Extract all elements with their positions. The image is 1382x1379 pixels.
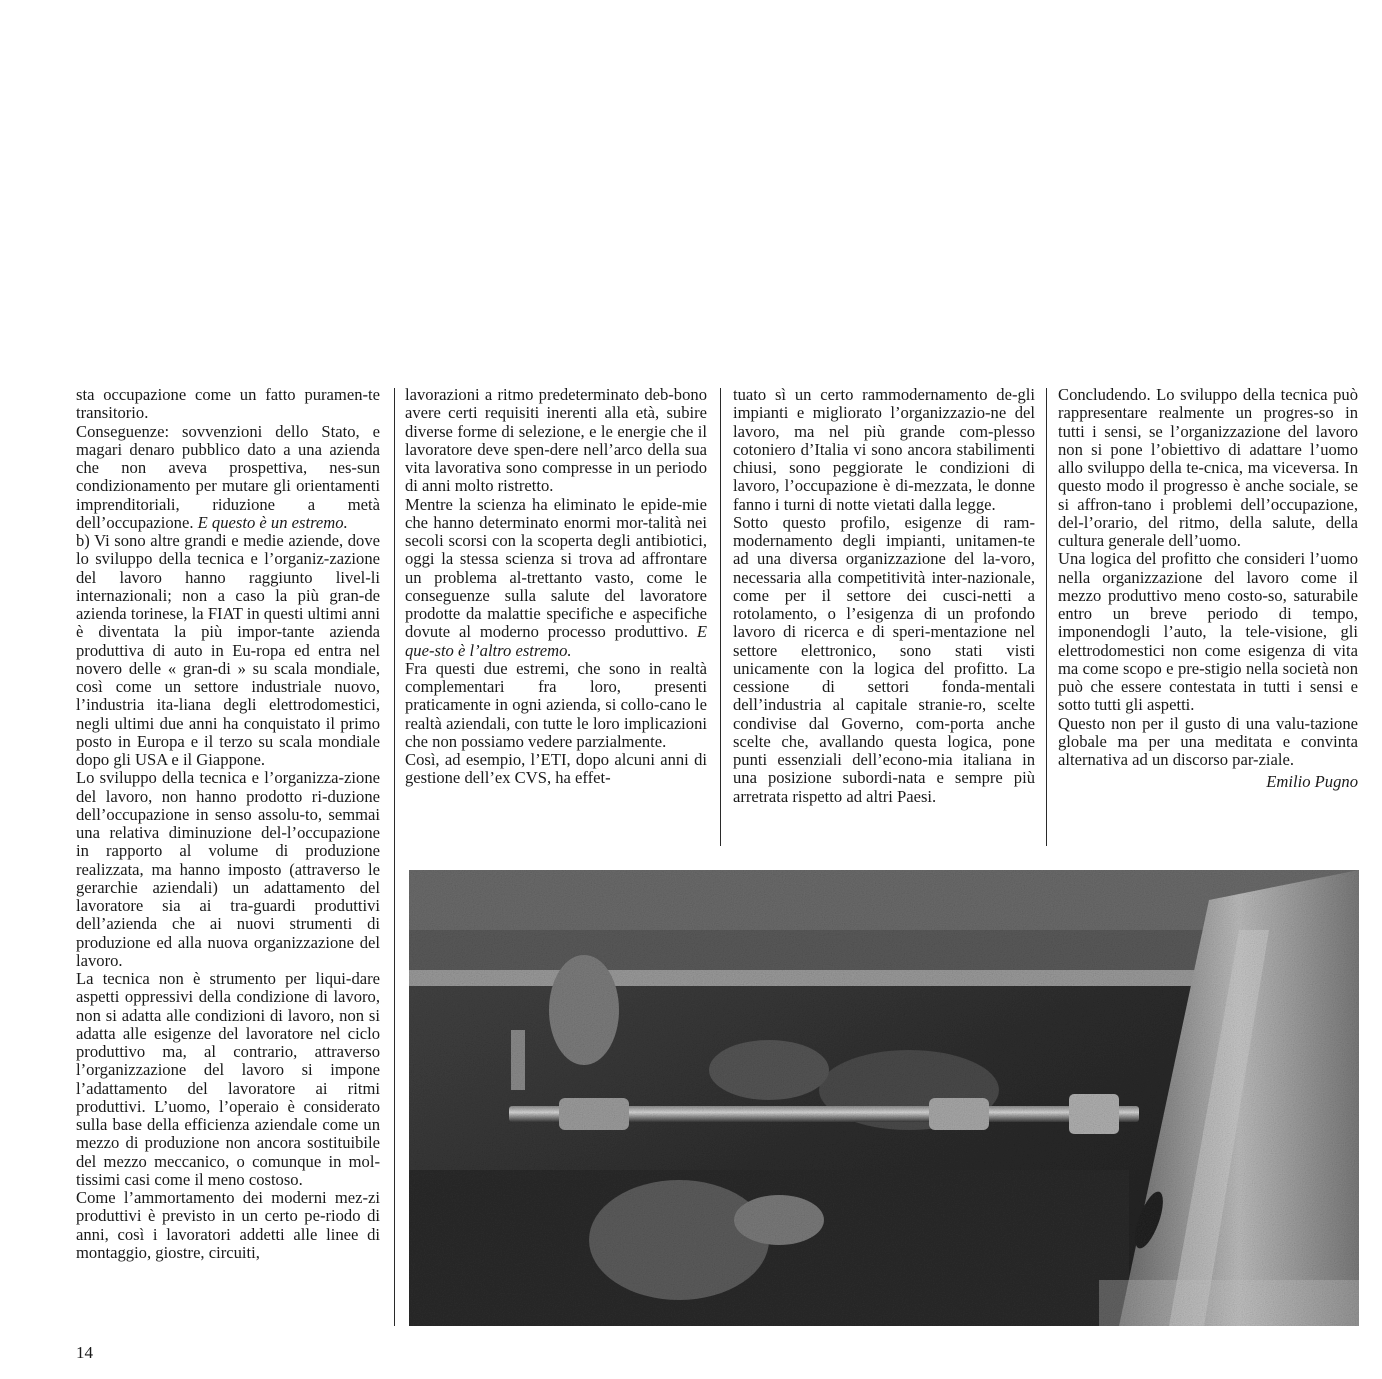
paragraph: La tecnica non è strumento per liqui-dare aspetti oppressivi della condizione di lavoro, non si adatta alle condizioni di lavoro, non si adatta alle esigenze del lavoratore nel ciclo produttivo ma, al contrario, attraverso l’organizzazione del lavoro si impone l’adattamento del lavoratore ai ritmi produttivi. L’uomo, l’operaio è considerato sulla base della efficienza aziendale come un mezzo di produzione non ancora sostituibile del mezzo meccanico, o comunque in mol-tissimi casi come il meno costoso. [76,969,380,1189]
page-number: 14 [76,1343,93,1362]
paragraph: Questo non per il gusto di una valu-tazione globale ma per una meditata e convinta alternativa ad un discorso par-ziale. [1058,713,1358,769]
column-divider [720,388,721,846]
article-column-1 [76,386,380,1262]
author-signature: Emilio Pugno [1266,772,1358,792]
photo-image [409,870,1359,1326]
article-photo [409,870,1359,1326]
paragraph: Conseguenze: sovvenzioni dello Stato, e magari denaro pubblico dato a una azienda che non aveva prospettiva, nes-sun condizionamento per mutare gli orientamenti imprenditoriali, riduzione a metà dell’occupazione. E questo è un estremo. [76,421,380,532]
article-column-2 [405,386,707,788]
paragraph: Mentre la scienza ha eliminato le epide-mie che hanno determinato enormi mor-talità nei secoli scorsi con la scoperta degli antibiotici, oggi la stessa scienza si trova ad affrontare un problema al-trettanto vasto, come le conseguenze sulla salute del lavoratore prodotte da malattie specifiche e aspecifiche dovute al moderno processo produttivo. E que-sto è l’altro estremo. [405,494,707,660]
article-column-4 [1058,386,1358,792]
paragraph: Fra questi due estremi, che sono in realtà complementari fra loro, presenti praticamente in ogni azienda, si collo-cano le realtà aziendali, con tutte le loro implicazioni che non possiamo vedere parzialmente. [405,658,707,751]
paragraph: Come l’ammortamento dei moderni mez-zi produttivi è previsto in un certo pe-riodo di anni, così i lavoratori addetti alle linee di montaggio, giostre, circuiti, [76,1188,380,1262]
paragraph: Una logica del profitto che consideri l’uomo nella organizzazione del lavoro come il mezzo produttivo meno costo-so, saturabile entro un breve periodo di tempo, imponendogli l’auto, la tele-visione, gli elettrodomestici non come esigenza di vita ma come scopo e pre-stigio nella società non può che essere contestata in tutti i sensi e sotto tutti gli aspetti. [1058,549,1358,715]
column-divider [1046,388,1047,846]
paragraph: Così, ad esempio, l’ETI, dopo alcuni anni di gestione dell’ex CVS, ha effet- [405,750,707,788]
paragraph: Lo sviluppo della tecnica e l’organizza-zione del lavoro, non hanno prodotto ri-duzione dell’occupazione in senso assolu-to, semmai una relativa diminuzione del-l’occupazione in rapporto al volume di produzione realizzata, ma hanno imposto (attraverso le gerarchie aziendali) un adattamento del lavoratore sia ai tra-guardi produttivi dell’azienda che ai nuovi strumenti di produzione ed alla nuova organizzazione del lavoro. [76,768,380,970]
paragraph: Concludendo. Lo sviluppo della tecnica può rappresentare realmente un progres-so in tutti i sensi, se l’organizzazione del lavoro non si pone l’obiettivo di adattare l’uomo allo sviluppo della te-cnica, ma viceversa. In questo modo il progresso è anche sociale, se si affron-tano i problemi dell’occupazione, del-l’orario, del ritmo, della salute, della cultura generale dell’uomo. [1058,385,1358,550]
column-divider [394,388,395,1326]
article-column-3 [733,386,1035,806]
emphasis-text: E que-sto è l’altro estremo. [405,622,707,660]
paragraph: lavorazioni a ritmo predeterminato deb-bono avere certi requisiti inerenti alla età, subire diverse forme di selezione, e le energie che il lavoratore deve spen-dere nell’arco della sua vita lavorativa sono compresse in un periodo di anni molto ristretto. [405,385,707,496]
emphasis-text: E questo è un estremo. [197,512,348,532]
paragraph: b) Vi sono altre grandi e medie aziende, dove lo sviluppo della tecnica e l’organiz-zazione del lavoro hanno raggiunto livel-li internazionali; non a caso la più gran-de azienda torinese, la FIAT in questi ultimi anni è diventata la più impor-tante azienda produttiva di auto in Eu-ropa ed entra nel novero delle « gran-di » su scala mondiale, così come un settore industriale nuovo, l’industria ita-liana degli elettrodomestici, negli ultimi due anni ha conquistato il primo posto in Europa e il terzo su scala mondiale dopo gli USA e il Giappone. [76,531,380,769]
paragraph: sta occupazione come un fatto puramen-te transitorio. [76,385,380,423]
paragraph: tuato sì un certo rammodernamento de-gli impianti e migliorato l’organizzazio-ne del lavoro, ma nel più grande com-plesso cotoniero d’Italia vi sono ancora stabilimenti chiusi, sono peggiorate le condizioni di lavoro, l’occupazione è di-mezzata, le donne fanno i turni di notte vietati dalla legge. [733,385,1035,514]
paragraph: Sotto questo profilo, esigenze di ram-modernamento degli impianti, unitamen-te ad una diversa organizzazione del la-voro, necessaria alla competitività inter-nazionale, come per il settore dei cusci-netti a rotolamento, o l’esigenza di un profondo lavoro di ricerca e di speri-mentazione nel settore elettronico, sono stati visti unicamente con la logica del profitto. La cessione di settori fonda-mentali dell’industria al capitale stranie-ro, scelte condivise dal Governo, com-porta anche scelte che, avallando questa logica, pone punti essenziali dell’econo-mia italiana in una posizione subordi-nata e sempre più arretrata rispetto ad altri Paesi. [733,512,1035,806]
